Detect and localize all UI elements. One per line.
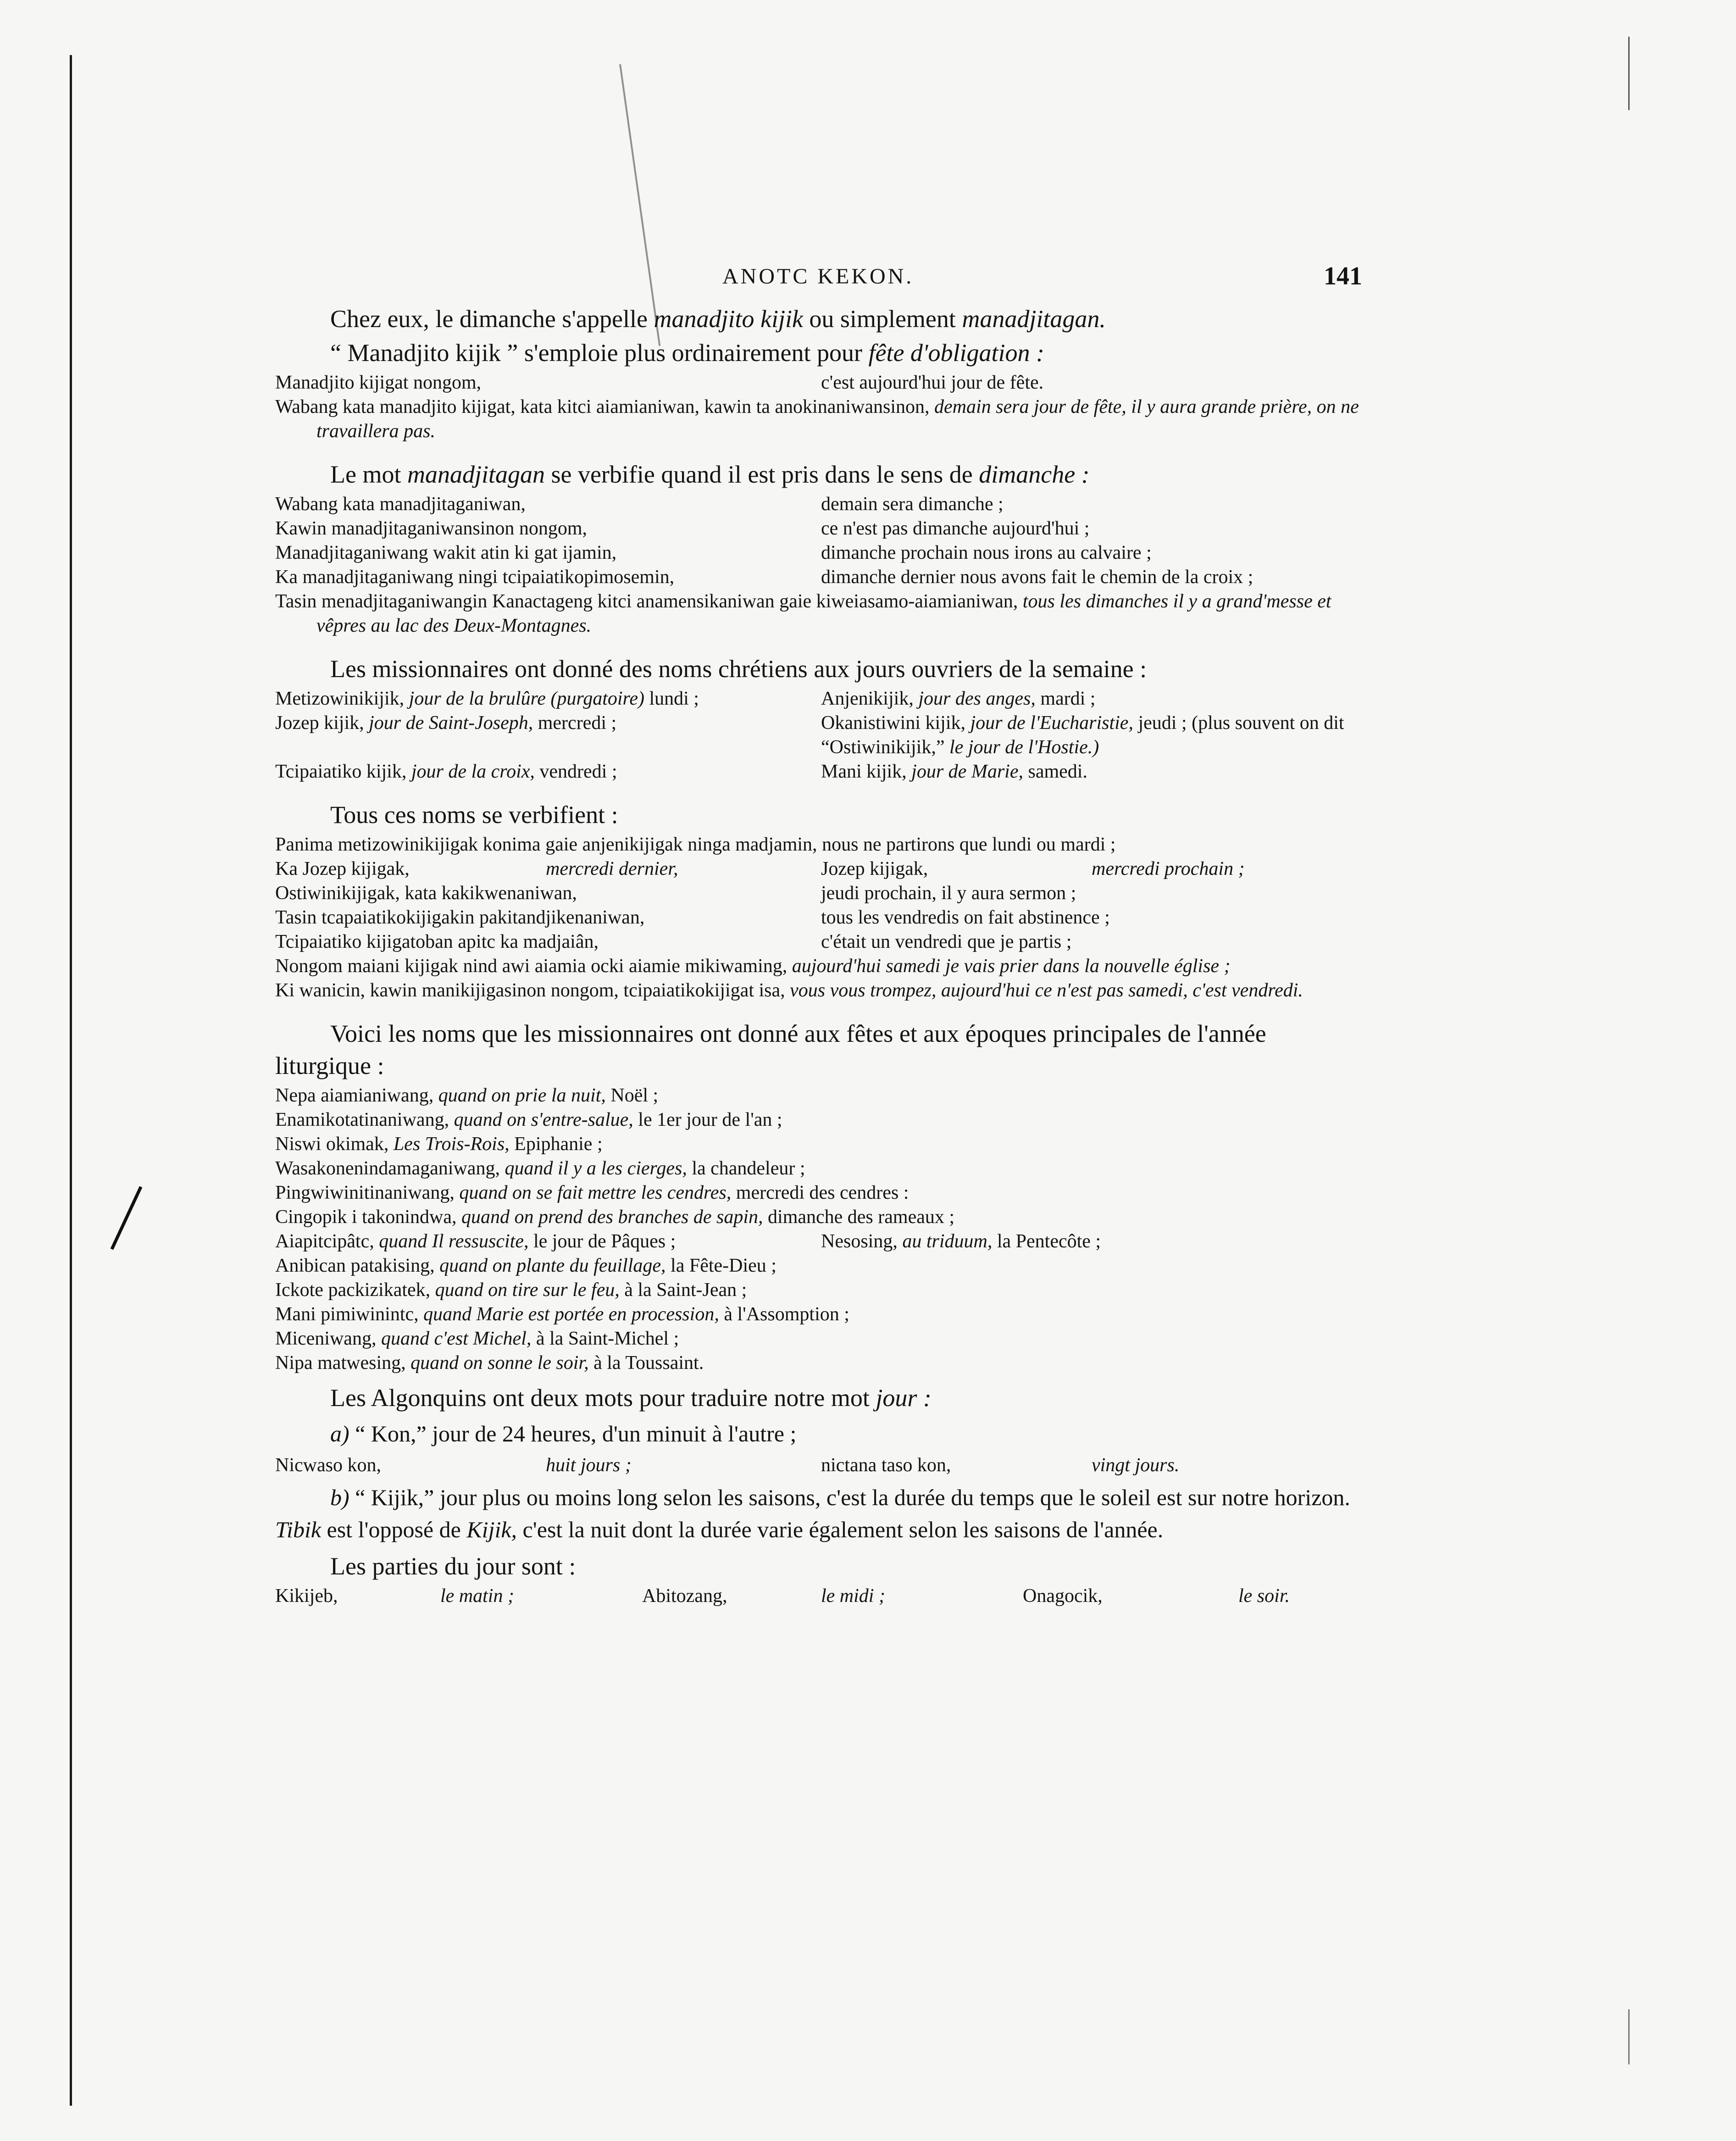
day-name: samedi. — [1023, 761, 1087, 782]
text: “ Kijik,” jour plus ou moins long selon les saisons, c'est la durée du temps que le soleil est sur notre horizon. — [349, 1485, 1350, 1510]
algonquin-text: Miceniwang, — [275, 1328, 381, 1349]
french-gloss: quand il y a les cierges, — [505, 1158, 687, 1179]
french-gloss: quand on plante du feuillage, — [439, 1255, 666, 1276]
text: c'est la nuit dont la durée varie également selon les saisons de l'année. — [517, 1517, 1164, 1542]
feast-item — [275, 1278, 1367, 1302]
french-gloss: le jour de l'Hostie.) — [949, 737, 1099, 758]
french-translation: dimanche prochain nous irons au calvaire ; — [821, 542, 1152, 563]
page-number: 141 — [1324, 262, 1362, 290]
algonquin-text: Kawin manadjitaganiwansinon nongom, — [275, 518, 588, 539]
algonquin-text: Wabang kata manadjitaganiwan, — [275, 494, 526, 515]
weekday-jeudi — [821, 711, 1367, 760]
day-name: mardi ; — [1035, 688, 1096, 709]
algonquin-text: Ka manadjitaganiwang ningi tcipaiatikopimosemin, — [275, 567, 675, 588]
french-translation: demain sera dimanche ; — [821, 494, 1004, 515]
weekday-lundi — [275, 687, 821, 711]
french-translation: jeudi prochain, il y aura sermon ; — [821, 883, 1076, 904]
algonquin-text: Onagocik, — [1023, 1585, 1103, 1607]
example-row — [275, 906, 1367, 930]
algonquin-text: Nesosing, — [821, 1231, 903, 1252]
feast-item — [275, 1254, 1367, 1278]
algonquin-text: Tcipaiatiko kijik, — [275, 761, 411, 782]
algonquin-text: Ki wanicin, kawin manikijigasinon nongom, tcipaiatikokijigat isa, — [275, 980, 785, 1001]
french-translation: mercredi dernier, — [546, 858, 678, 879]
section-feasts-intro: Voici les noms que les missionnaires ont donné aux fêtes et aux époques principales de l'année liturgique : — [275, 1020, 1266, 1079]
text: “ Kon,” jour de 24 heures, d'un minuit à l'autre ; — [349, 1421, 797, 1446]
algonquin-text: nictana taso kon, — [821, 1455, 951, 1476]
algonquin-text: Nicwaso kon, — [275, 1455, 381, 1476]
text: est l'opposé de — [321, 1517, 467, 1542]
feast-name: le jour de Pâques ; — [528, 1231, 676, 1252]
section-day-parts-intro: Les parties du jour sont : — [330, 1552, 576, 1580]
example-row — [275, 881, 1367, 906]
algonquin-text: Ostiwinikijigak, kata kakikwenaniwan, — [275, 883, 577, 904]
french-translation: mercredi prochain ; — [1092, 858, 1245, 879]
french-gloss: quand on prend des branches de sapin, — [461, 1207, 763, 1228]
algonquin-text: Ickote packizikatek, — [275, 1279, 435, 1301]
scan-border-left — [70, 55, 72, 2106]
feast-name: le 1er jour de l'an ; — [633, 1109, 782, 1130]
example-row — [275, 1453, 1367, 1478]
feast-pair-row — [275, 1229, 1367, 1254]
weekday-mardi — [821, 687, 1367, 711]
french-gloss: quand on prie la nuit, — [438, 1085, 606, 1106]
french-gloss: jour de la croix, — [411, 761, 535, 782]
french-translation: tous les dimanches il y a grand'messe et vêpres au lac des Deux-Montagnes. — [316, 591, 1331, 636]
italic-term: manadjitagan. — [962, 305, 1106, 333]
weekday-row — [275, 687, 1367, 711]
example-row — [275, 930, 1367, 954]
feast-item — [275, 1181, 1367, 1205]
example-row — [275, 589, 1367, 638]
italic-term: jour : — [876, 1384, 932, 1412]
day-name: mercredi ; — [533, 712, 617, 734]
feast-item — [821, 1229, 1367, 1254]
algonquin-text: Jozep kijik, — [275, 712, 369, 734]
feast-name: la Fête-Dieu ; — [666, 1255, 776, 1276]
algonquin-text: Mani pimiwinintc, — [275, 1304, 424, 1325]
section-weekdays-intro: Les missionnaires ont donné des noms chrétiens aux jours ouvriers de la semaine : — [330, 655, 1147, 683]
french-translation: le midi ; — [821, 1585, 885, 1607]
feast-name: à la Saint-Michel ; — [531, 1328, 679, 1349]
algonquin-text: Tasin menadjitaganiwangin Kanactageng kitci anamensikaniwan gaie kiweiasamo-aiamianiwan, — [275, 591, 1018, 612]
definition-b — [275, 1481, 1367, 1546]
algonquin-text: Mani kijik, — [821, 761, 912, 782]
example-row — [275, 395, 1367, 444]
feast-name: Noël ; — [605, 1085, 659, 1106]
french-gloss: quand on se fait mettre les cendres, — [459, 1182, 732, 1203]
example-row — [275, 979, 1367, 1003]
algonquin-text: Wasakonenindamaganiwang, — [275, 1158, 505, 1179]
running-title: ANOTC KEKON. — [722, 264, 914, 289]
italic-term: fête d'obligation : — [868, 339, 1044, 367]
french-gloss: quand c'est Michel, — [381, 1328, 532, 1349]
french-translation: vingt jours. — [1092, 1455, 1180, 1476]
french-translation: c'était un vendredi que je partis ; — [821, 931, 1072, 952]
section-obligation-intro — [275, 337, 1367, 369]
french-translation: aujourd'hui samedi je vais prier dans la nouvelle église ; — [787, 956, 1231, 977]
feast-item — [275, 1084, 1367, 1108]
french-gloss: jour de l'Eucharistie, — [970, 712, 1133, 734]
weekday-row — [275, 760, 1367, 784]
french-translation: le matin ; — [440, 1585, 514, 1607]
french-gloss: quand on tire sur le feu, — [435, 1279, 620, 1301]
algonquin-text: Nipa matwesing, — [275, 1352, 411, 1374]
section-verbification-intro — [275, 458, 1367, 490]
french-translation: nous ne partirons que lundi ou mardi ; — [822, 834, 1116, 855]
feast-name: Epiphanie ; — [509, 1134, 603, 1155]
algonquin-text: Cingopik i takonindwa, — [275, 1207, 461, 1228]
example-row — [275, 565, 1367, 589]
italic-term: Tibik — [275, 1517, 322, 1542]
feast-item — [275, 1302, 1367, 1327]
section-verbify-intro: Tous ces noms se verbifient : — [330, 801, 618, 829]
day-name: jeudi ; (plus souvent on dit “Ostiwinikijik,” — [821, 712, 1344, 758]
algonquin-text: Tcipaiatiko kijigatoban apitc ka madjaiân, — [275, 931, 599, 952]
italic-term: manadjito kijik — [654, 305, 803, 333]
definition-a — [275, 1418, 1367, 1450]
day-name: vendredi ; — [534, 761, 617, 782]
algonquin-text: Anibican patakising, — [275, 1255, 440, 1276]
section-dimanche-intro — [275, 303, 1367, 335]
text: ou simplement — [803, 305, 962, 333]
french-translation: tous les vendredis on fait abstinence ; — [821, 907, 1110, 928]
text: Chez eux, le dimanche s'appelle — [330, 305, 654, 333]
example-row — [275, 954, 1367, 979]
italic-term: Kijik, — [466, 1517, 517, 1542]
feast-name: mercredi des cendres : — [731, 1182, 909, 1203]
text: se verbifie quand il est pris dans le sens de — [544, 461, 979, 488]
algonquin-text: Tasin tcapaiatikokijigakin pakitandjikenaniwan, — [275, 907, 645, 928]
french-gloss: jour de Saint-Joseph, — [369, 712, 533, 734]
feast-item — [275, 1108, 1367, 1132]
example-row — [275, 833, 1367, 857]
feast-item — [275, 1205, 1367, 1229]
french-translation: dimanche dernier nous avons fait le chemin de la croix ; — [821, 567, 1253, 588]
example-row — [275, 517, 1367, 541]
feast-item — [275, 1351, 1367, 1375]
french-gloss: jour de la brulûre (purgatoire) — [409, 688, 644, 709]
feast-name: à la Toussaint. — [588, 1352, 704, 1374]
algonquin-text: Okanistiwini kijik, — [821, 712, 971, 734]
algonquin-text: Enamikotatinaniwang, — [275, 1109, 454, 1130]
algonquin-text: Abitozang, — [642, 1585, 727, 1607]
algonquin-text: Manadjitaganiwang wakit atin ki gat ijamin, — [275, 542, 617, 563]
french-gloss: au triduum, — [902, 1231, 993, 1252]
page-body — [275, 257, 1367, 1608]
example-row — [275, 541, 1367, 565]
algonquin-text: Kikijeb, — [275, 1585, 338, 1607]
example-row — [275, 492, 1367, 517]
algonquin-text: Pingwiwinitinaniwang, — [275, 1182, 460, 1203]
french-translation: huit jours ; — [546, 1455, 632, 1476]
text: Le mot — [330, 461, 407, 488]
example-row — [275, 857, 1367, 881]
text: Les Algonquins ont deux mots pour traduire notre mot — [330, 1384, 876, 1412]
algonquin-text: Wabang kata manadjito kijigat, kata kitci aiamianiwan, kawin ta anokinaniwansinon, — [275, 396, 930, 417]
weekday-row — [275, 711, 1367, 760]
day-parts-row — [275, 1584, 1367, 1608]
algonquin-text: Nongom maiani kijigak nind awi aiamia ocki aiamie mikiwaming, — [275, 956, 788, 977]
weekday-mercredi — [275, 711, 821, 760]
weekday-samedi — [821, 760, 1367, 784]
french-gloss: quand on sonne le soir, — [410, 1352, 589, 1374]
feast-name: la chandeleur ; — [687, 1158, 805, 1179]
french-translation: c'est aujourd'hui jour de fête. — [821, 372, 1044, 393]
french-gloss: quand Marie est portée en procession, — [423, 1304, 719, 1325]
feast-item — [275, 1157, 1367, 1181]
section-jour-intro — [275, 1382, 1367, 1414]
list-label: a) — [330, 1421, 349, 1446]
french-translation: ce n'est pas dimanche aujourd'hui ; — [821, 518, 1090, 539]
french-translation: le soir. — [1238, 1585, 1290, 1607]
french-translation: demain sera jour de fête, il y aura grande prière, on ne travaillera pas. — [316, 396, 1359, 442]
feast-name: à l'Assomption ; — [719, 1304, 849, 1325]
algonquin-text: Anjenikijik, — [821, 688, 919, 709]
scan-mark-bottom-right — [1628, 2009, 1630, 2064]
italic-term: dimanche : — [979, 461, 1090, 488]
french-translation: vous vous trompez, aujourd'hui ce n'est pas samedi, c'est vendredi. — [785, 980, 1303, 1001]
algonquin-text: Aiapitcipâtc, — [275, 1231, 379, 1252]
french-gloss: quand Il ressuscite, — [379, 1231, 529, 1252]
feast-item — [275, 1327, 1367, 1351]
algonquin-text: Nepa aiamianiwang, — [275, 1085, 438, 1106]
italic-term: manadjitagan — [407, 461, 545, 488]
feast-name: la Pentecôte ; — [992, 1231, 1101, 1252]
algonquin-text: Jozep kijigak, — [821, 858, 928, 879]
algonquin-text: Niswi okimak, — [275, 1134, 394, 1155]
french-gloss: quand on s'entre-salue, — [454, 1109, 633, 1130]
feast-item — [275, 1132, 1367, 1157]
text: “ Manadjito kijik ” s'emploie plus ordinairement pour — [330, 339, 869, 367]
feast-name: dimanche des rameaux ; — [763, 1207, 955, 1228]
feast-name: à la Saint-Jean ; — [619, 1279, 747, 1301]
list-label: b) — [330, 1485, 349, 1510]
day-name: lundi ; — [644, 688, 699, 709]
scan-mark-top-right — [1628, 37, 1630, 110]
example-row — [275, 371, 1367, 395]
french-gloss: Les Trois-Rois, — [393, 1134, 510, 1155]
french-gloss: jour de Marie, — [911, 761, 1023, 782]
feast-item — [275, 1229, 821, 1254]
algonquin-text: Manadjito kijigat nongom, — [275, 372, 482, 393]
running-header — [275, 257, 1367, 298]
algonquin-text: Ka Jozep kijigak, — [275, 858, 410, 879]
algonquin-text: Panima metizowinikijigak konima gaie anjenikijigak ninga madjamin, — [275, 834, 822, 855]
algonquin-text: Metizowinikijik, — [275, 688, 409, 709]
french-gloss: jour des anges, — [918, 688, 1036, 709]
margin-slash-mark — [111, 1186, 143, 1250]
weekday-vendredi — [275, 760, 821, 784]
